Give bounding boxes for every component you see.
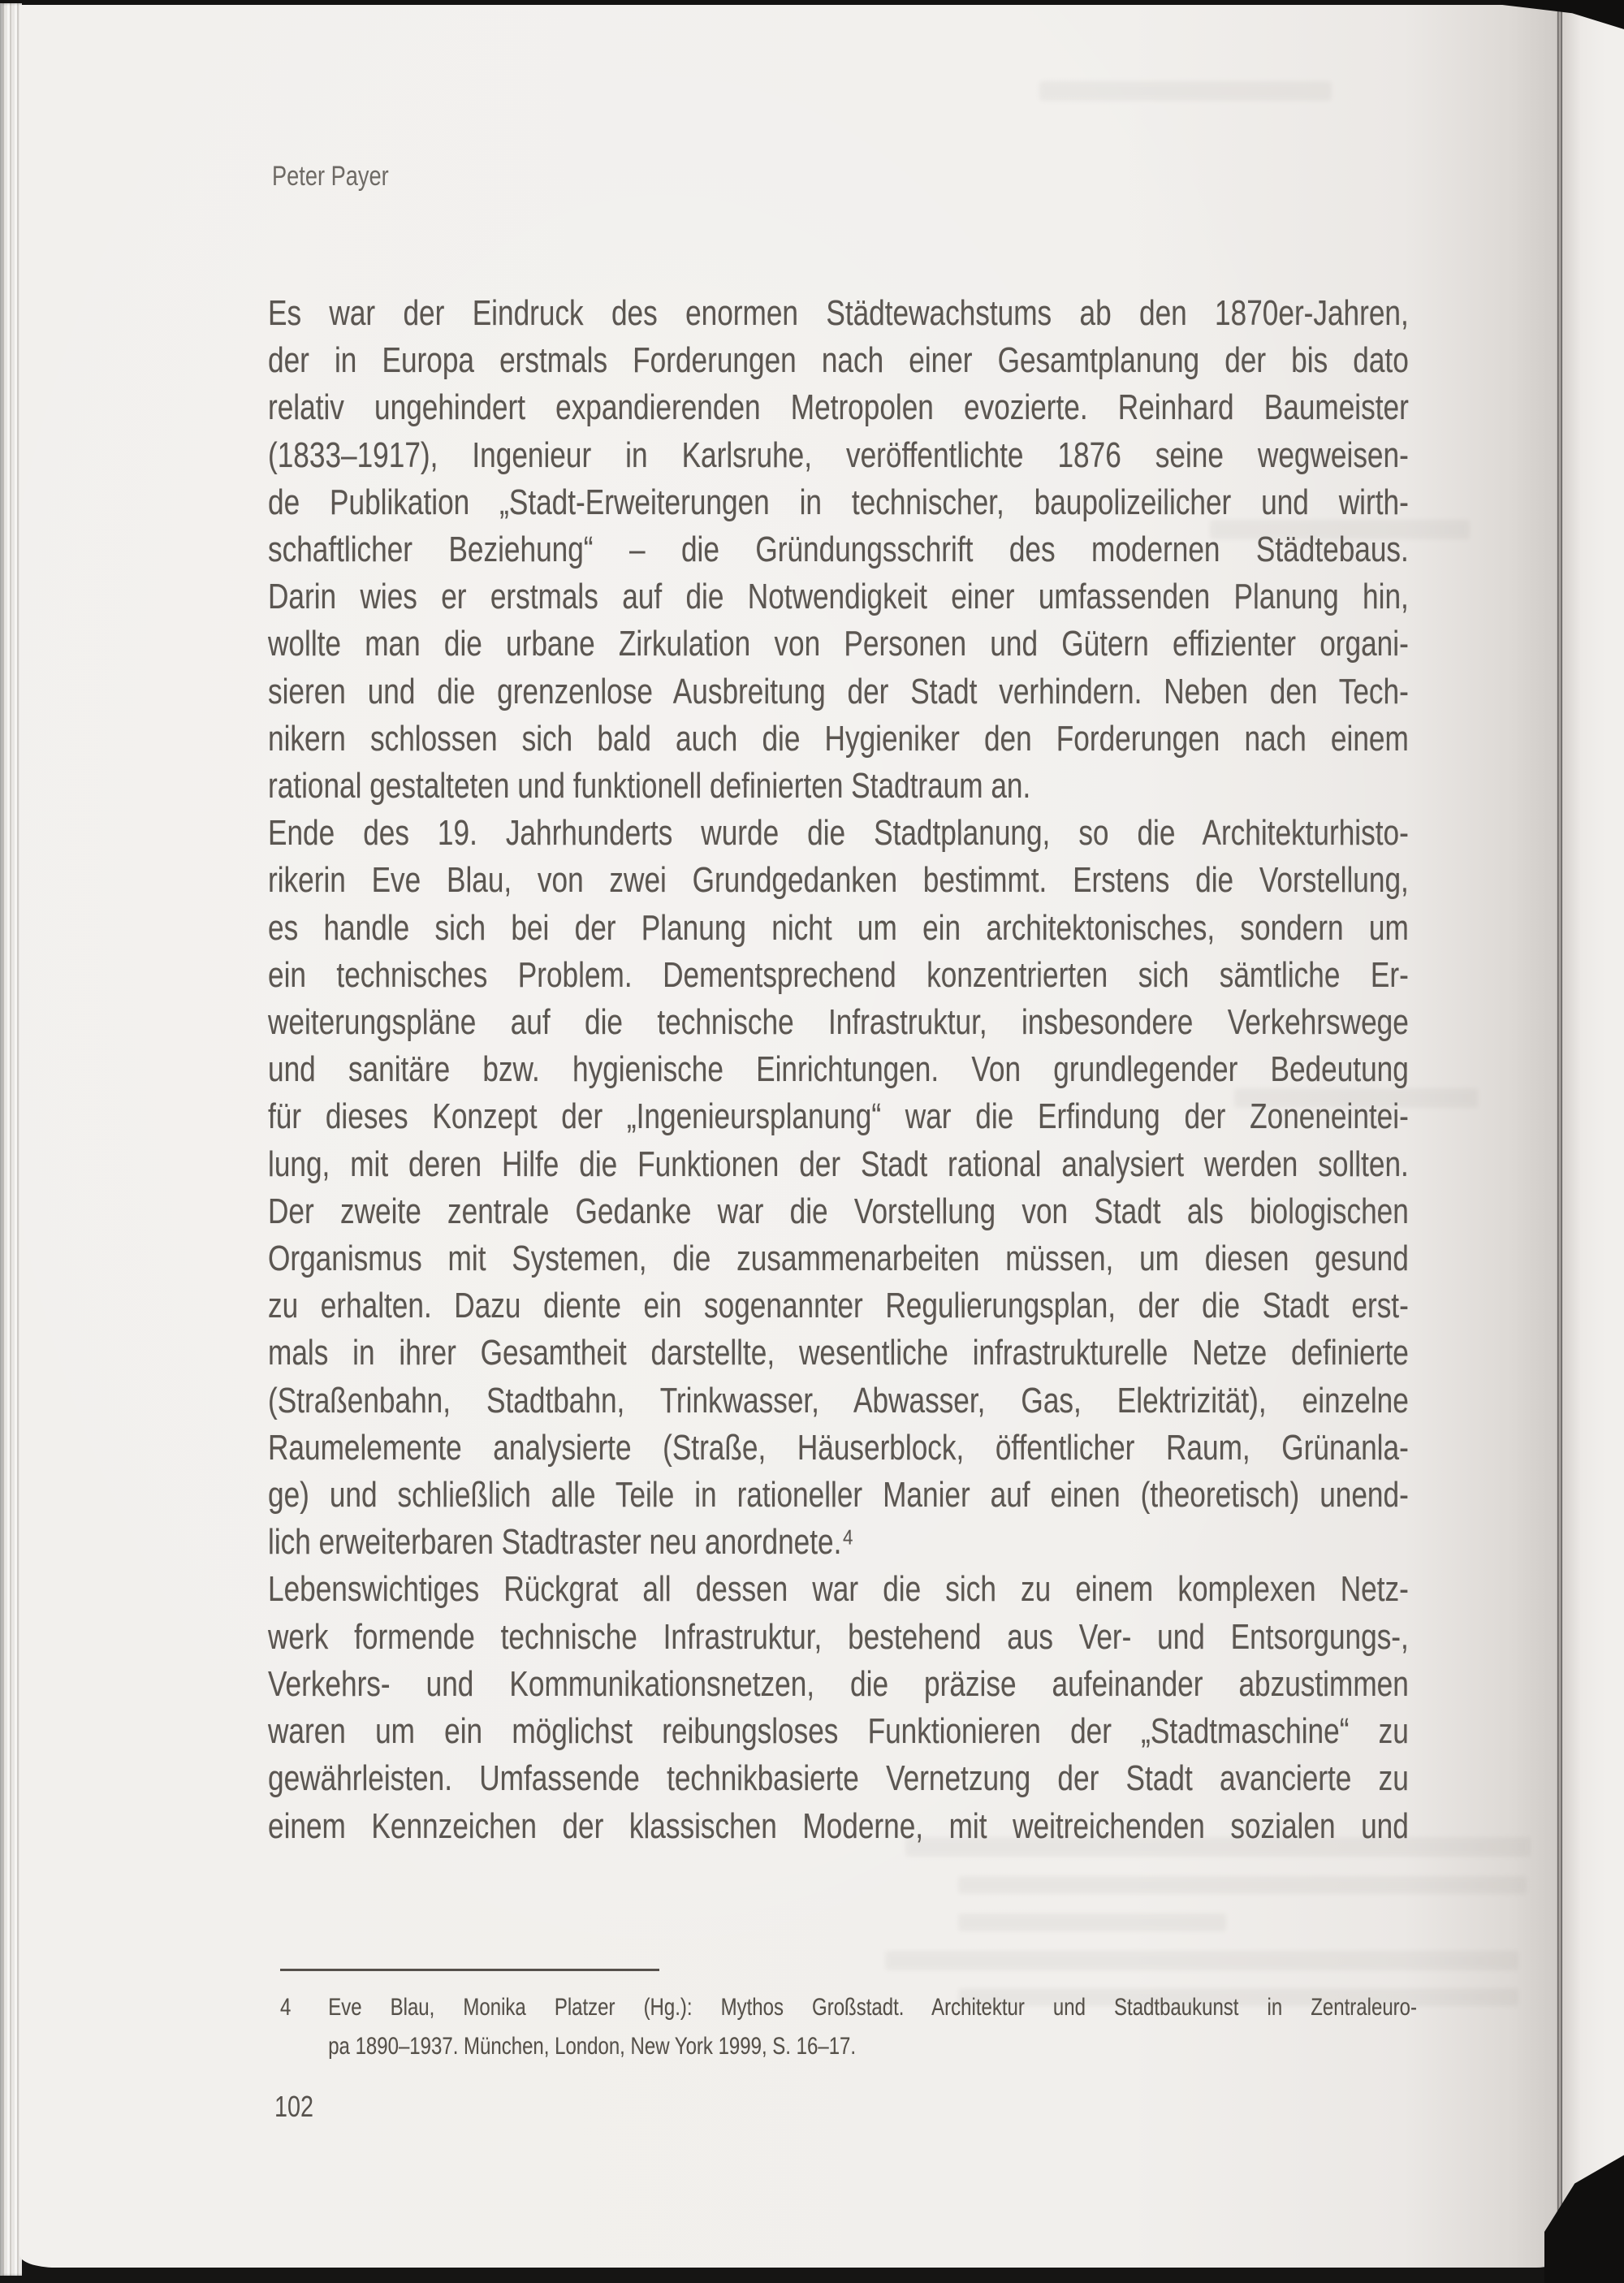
- footnote-line: Eve Blau, Monika Platzer (Hg.): Mythos Großstadt. Architektur und Stadtbaukunst in Zentraleuro-: [328, 1994, 1418, 2021]
- showthrough-ghost: [1039, 81, 1332, 101]
- text-line: gewährleisten. Umfassende technikbasierte Vernetzung der Stadt avancierte zu: [268, 1758, 1409, 1799]
- showthrough-ghost: [1210, 520, 1470, 539]
- text-line: relativ ungehindert expandierenden Metropolen evozierte. Reinhard Baumeister: [268, 387, 1409, 428]
- text-line: und sanitäre bzw. hygienische Einrichtungen. Von grundlegender Bedeutung: [268, 1049, 1409, 1090]
- text-line: Darin wies er erstmals auf die Notwendigkeit einer umfassenden Planung hin,: [268, 577, 1409, 617]
- text-line: es handle sich bei der Planung nicht um ein architektonisches, sondern um: [268, 907, 1409, 948]
- text-line: der in Europa erstmals Forderungen nach einer Gesamtplanung der bis dato: [268, 340, 1409, 381]
- text-line: Organismus mit Systemen, die zusammenarbeiten müssen, um diesen gesund: [268, 1239, 1409, 1279]
- paragraph-1: [268, 290, 1409, 810]
- text-line: ge) und schließlich alle Teile in rationeller Manier auf einen (theoretisch) unend-: [268, 1475, 1409, 1516]
- book-page-edges: [0, 3, 22, 2276]
- facing-page-edge: [1562, 0, 1624, 2251]
- text-line: weiterungspläne auf die technische Infrastruktur, insbesondere Verkehrswege: [268, 1002, 1409, 1043]
- text-line: Verkehrs- und Kommunikationsnetzen, die präzise aufeinander abzustimmen: [268, 1663, 1409, 1704]
- text-line: de Publikation „Stadt-Erweiterungen in technischer, baupolizeilicher und wirth-: [268, 482, 1409, 522]
- paragraph-3: [268, 1566, 1409, 1849]
- showthrough-ghost: [1234, 1088, 1478, 1108]
- text-line-with-footnote-ref: lich erweiterbaren Stadtraster neu anordnete.⁴: [268, 1522, 854, 1563]
- text-line: (1833–1917), Ingenieur in Karlsruhe, veröffentlichte 1876 seine wegweisen-: [268, 435, 1409, 475]
- text-line: (Straßenbahn, Stadtbahn, Trinkwasser, Abwasser, Gas, Elektrizität), einzelne: [268, 1380, 1409, 1420]
- text-line: einem Kennzeichen der klassischen Moderne, mit weitreichenden sozialen und: [268, 1805, 1409, 1846]
- text-line: ein technisches Problem. Dementsprechend konzentrierten sich sämtliche Er-: [268, 954, 1409, 995]
- text-line: waren um ein möglichst reibungsloses Funktionieren der „Stadtmaschine“ zu: [268, 1711, 1409, 1752]
- text-line: rikerin Eve Blau, von zwei Grundgedanken bestimmt. Erstens die Vorstellung,: [268, 860, 1409, 901]
- text-line: für dieses Konzept der „Ingenieursplanung“ war die Erfindung der Zoneneintei-: [268, 1096, 1409, 1137]
- text-line: wollte man die urbane Zirkulation von Personen und Gütern effizienter organi-: [268, 624, 1409, 664]
- text-line: Es war der Eindruck des enormen Städtewachstums ab den 1870er-Jahren,: [268, 293, 1409, 333]
- text-line: nikern schlossen sich bald auch die Hygieniker den Forderungen nach einem: [268, 718, 1409, 759]
- showthrough-ghost: [905, 1837, 1531, 1857]
- text-line: rational gestalteten und funktionell definierten Stadtraum an.: [268, 766, 1031, 806]
- text-line: Raumelemente analysierte (Straße, Häuserblock, öffentlicher Raum, Grünanla-: [268, 1427, 1409, 1468]
- text-line: werk formende technische Infrastruktur, bestehend aus Ver- und Entsorgungs-,: [268, 1616, 1409, 1657]
- text-line: Der zweite zentrale Gedanke war die Vorstellung von Stadt als biologischen: [268, 1191, 1409, 1231]
- text-line: schaftlicher Beziehung“ – die Gründungsschrift des modernen Städtebaus.: [268, 530, 1409, 570]
- showthrough-ghost: [885, 1951, 1518, 1970]
- showthrough-ghost: [958, 1988, 1518, 2006]
- text-line: sieren und die grenzenlose Ausbreitung der Stadt verhindern. Neben den Tech-: [268, 671, 1409, 711]
- text-line: Lebenswichtiges Rückgrat all dessen war die sich zu einem komplexen Netz-: [268, 1569, 1409, 1610]
- paragraph-2: [268, 810, 1409, 1566]
- footnote-separator-rule: [280, 1969, 659, 1971]
- footnote-line: pa 1890–1937. München, London, New York 1999, S. 16–17.: [328, 2033, 857, 2060]
- showthrough-ghost: [958, 1913, 1226, 1931]
- text-line: mals in ihrer Gesamtheit darstellte, wesentliche infrastrukturelle Netze definierte: [268, 1333, 1409, 1373]
- author-header: Peter Payer: [272, 161, 389, 192]
- text-line: zu erhalten. Dazu diente ein sogenannter Regulierungsplan, der die Stadt erst-: [268, 1286, 1409, 1326]
- footnote-number: 4: [280, 1994, 292, 2021]
- text-line: lung, mit deren Hilfe die Funktionen der Stadt rational analysiert werden sollten.: [268, 1144, 1409, 1184]
- book-page: [19, 5, 1557, 2268]
- showthrough-ghost: [958, 1876, 1527, 1894]
- text-line: Ende des 19. Jahrhunderts wurde die Stadtplanung, so die Architekturhisto-: [268, 813, 1409, 854]
- page-number: 102: [274, 2090, 314, 2123]
